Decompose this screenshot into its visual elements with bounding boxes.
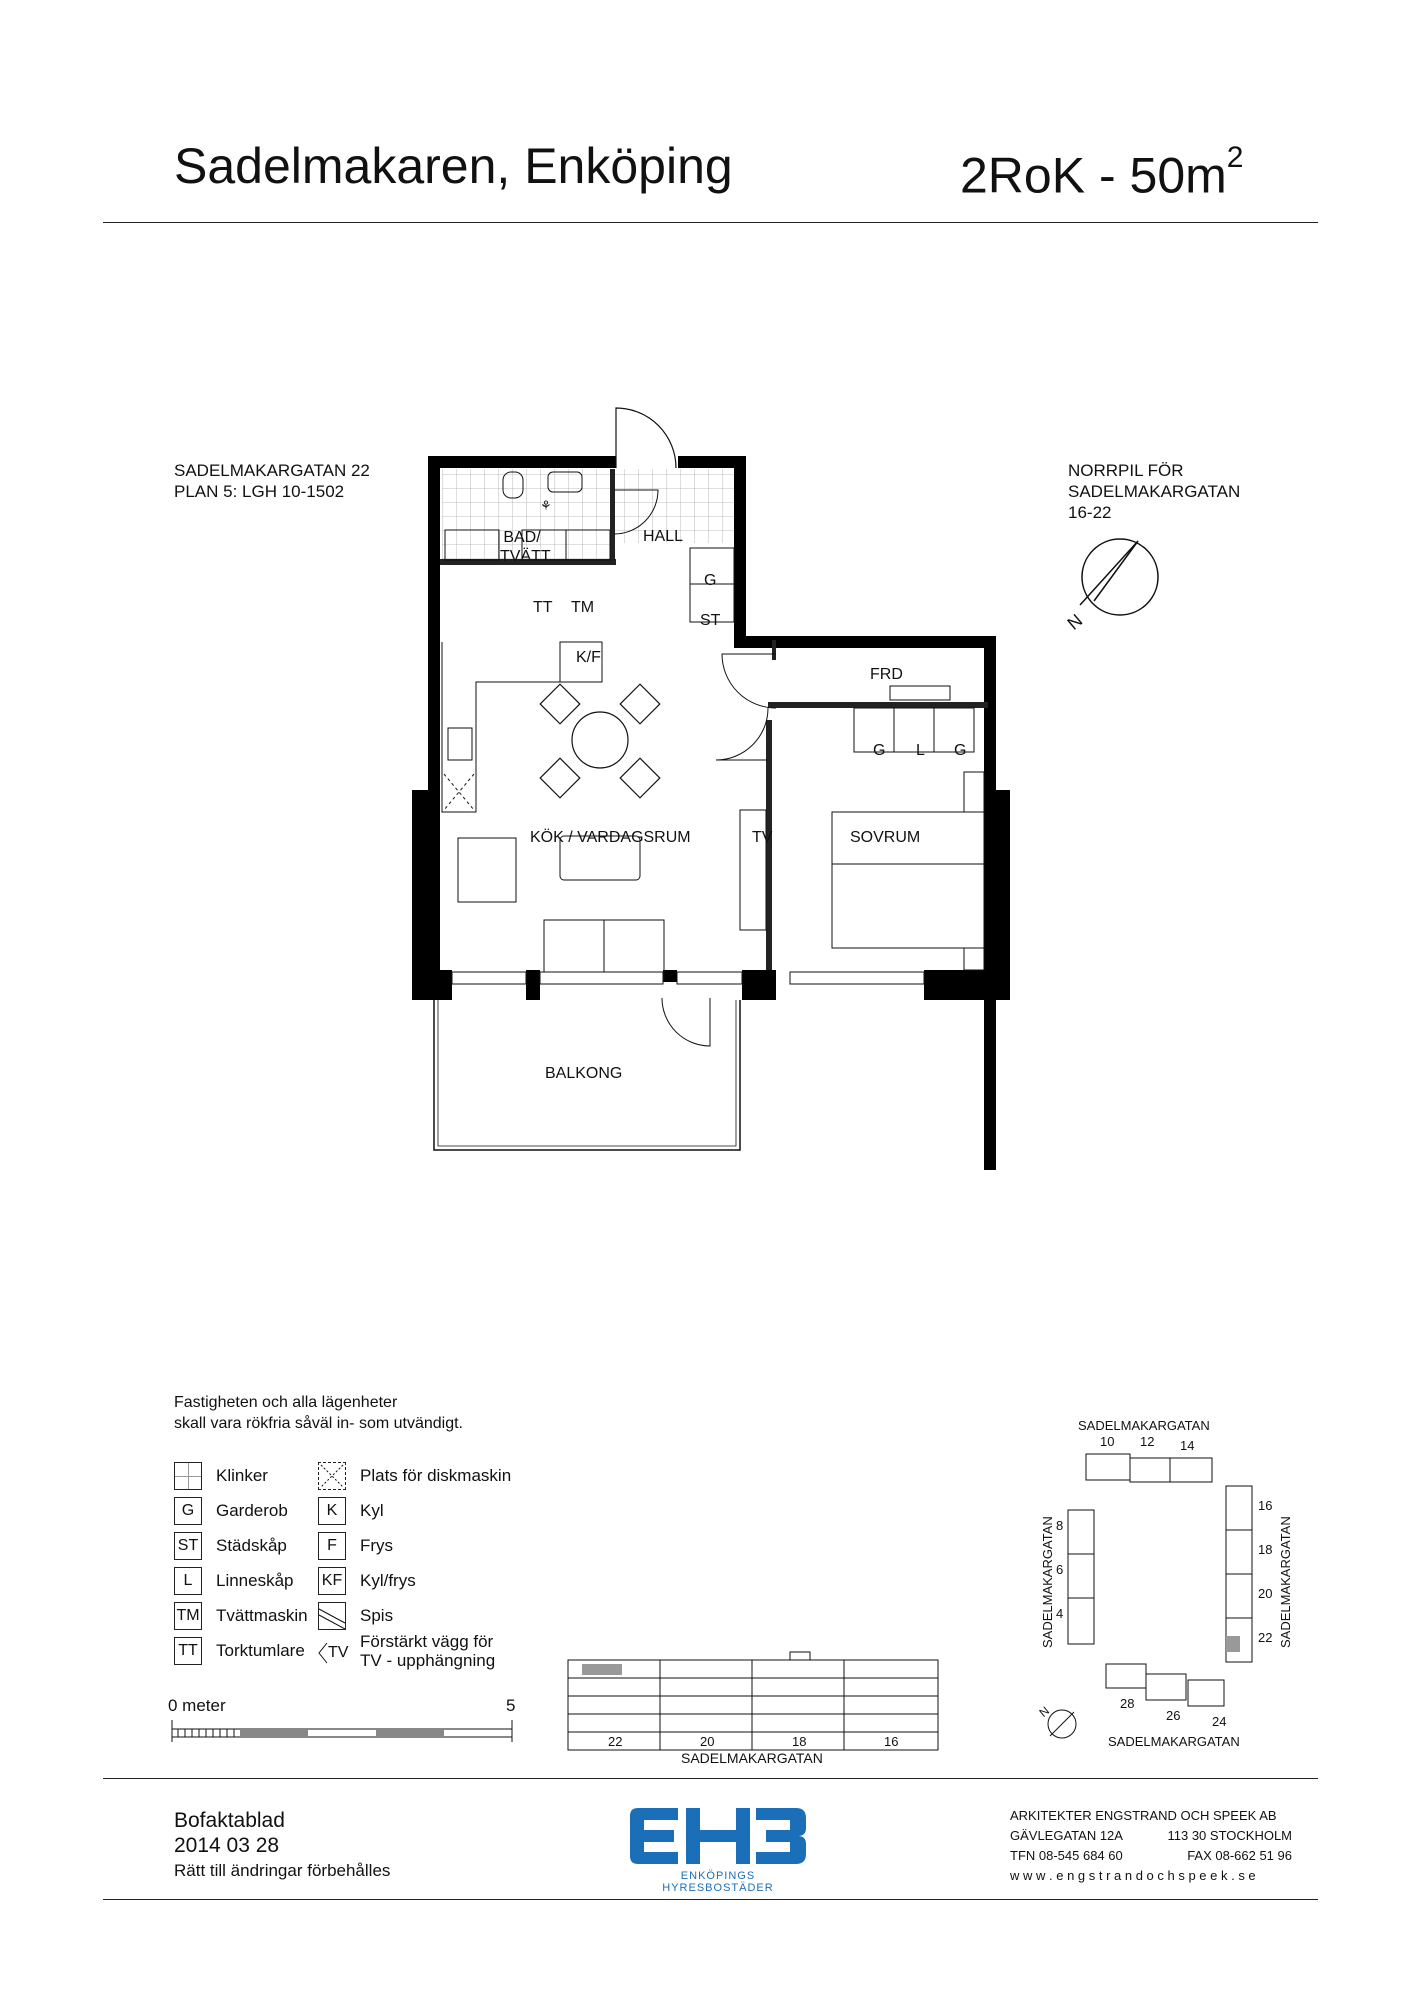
cabinet-label-l: L [916,742,925,759]
storage-door[interactable] [722,654,776,708]
siteplan-number: 4 [1056,1606,1064,1621]
kitchen-counter [442,642,602,812]
north-caption-line2: SADELMAKARGATAN [1068,482,1241,501]
legend-code: TM [174,1602,202,1630]
building-elevation [560,1640,950,1760]
tile-icon [174,1462,202,1490]
armchair [458,838,516,902]
siteplan-street-bottom: SADELMAKARGATAN [1108,1734,1240,1748]
legend-label: Plats för diskmaskin [360,1466,512,1485]
legend-item-dishwasher [318,1462,511,1490]
size-text: 2RoK - 50m [960,147,1227,204]
siteplan-number: 8 [1056,1518,1064,1533]
legend-code: K [318,1497,346,1525]
architect-address-row [1010,1826,1292,1846]
siteplan-number: 6 [1056,1562,1064,1577]
legend-code: ST [174,1532,202,1560]
siteplan-number: 20 [1258,1586,1273,1601]
siteplan-street-top: SADELMAKARGATAN [1078,1418,1210,1433]
north-arrow-caption [1068,460,1240,523]
legend-label: Spis [360,1606,394,1625]
dining-table [540,684,660,798]
legend-label: Klinker [216,1466,268,1485]
legend-code: G [174,1497,202,1525]
bedroom-door[interactable] [716,708,768,760]
tv-wall-icon [318,1642,352,1664]
elevation-number: 22 [608,1734,623,1749]
footer-rule-top [103,1778,1318,1779]
floor-plan [400,390,1020,1170]
appliance-label-kf: K/F [576,649,601,666]
elevation-street: SADELMAKARGATAN [681,1750,823,1766]
siteplan-number: 16 [1258,1498,1273,1513]
scale-start: 0 meter [168,1696,226,1715]
tv-wall-text [360,1632,495,1670]
address-block [174,460,370,502]
legend-label-2: TV - upphängning [360,1651,496,1670]
legend-label: Tvättmaskin [216,1606,308,1625]
architect-website[interactable]: w w w . e n g s t r a n d o c h s p e e k . s e [1010,1868,1256,1883]
smoke-free-notice [174,1392,463,1434]
legend-item-linen [174,1567,294,1595]
apartment-marker [582,1664,622,1675]
cabinet-label-st: ST [700,612,721,629]
legend-label: Förstärkt vägg för [360,1632,494,1651]
appliance-label-tt: TT [533,599,553,616]
north-caption-line1: NORRPIL FÖR [1068,461,1184,480]
scale-end: 5 [506,1696,516,1715]
north-arrow-icon [1060,535,1170,635]
legend-item-wardrobe [174,1497,288,1525]
siteplan-number: 28 [1120,1696,1135,1711]
legend-code: F [318,1532,346,1560]
cabinet-label-g2: G [954,742,967,759]
legend-label: Garderob [216,1501,288,1520]
room-label-bedroom: SOVRUM [850,829,921,846]
legend-item-cleaning [174,1532,287,1560]
architect-name: ARKITEKTER ENGSTRAND OCH SPEEK AB [1010,1808,1277,1823]
legend-item-stove [318,1602,393,1630]
balcony-door[interactable] [662,998,710,1046]
stove-icon [318,1602,346,1630]
siteplan-street-left: SADELMAKARGATAN [1040,1516,1055,1648]
address-plan: PLAN 5: LGH 10-1502 [174,482,345,501]
windows [452,972,924,984]
storage-shelf [890,686,950,700]
legend-item-freezer [318,1532,393,1560]
siteplan-number: 18 [1258,1542,1273,1557]
notice-line1: Fastigheten och alla lägenheter [174,1394,398,1411]
legend-item-fridge-freezer [318,1567,416,1595]
header-rule [103,222,1318,223]
architect-phone: TFN 08-545 684 60 [1010,1848,1123,1863]
footer-doc-info [174,1808,390,1883]
bedside-table-2 [964,948,984,970]
north-letter: N [1063,610,1087,634]
architect-phone-row [1010,1846,1292,1866]
label-bath-1: BAD/ [503,529,541,546]
appliance-label-tm: TM [571,599,595,616]
legend-item-dryer [174,1637,305,1665]
siteplan-number: 10 [1100,1434,1115,1449]
legend-label: Frys [360,1536,394,1555]
legend-code: KF [318,1567,346,1595]
siteplan-number: 24 [1212,1714,1227,1729]
siteplan-north-letter: N [1036,1703,1053,1720]
room-label-kitchen: KÖK / VARDAGSRUM [530,829,691,846]
cabinet-label-g: G [704,572,717,589]
label-bath-2: TVÄTT [500,548,551,565]
site-plan [1020,1418,1300,1748]
siteplan-buildings [1068,1454,1252,1706]
legend-label: Torktumlare [216,1641,305,1660]
legend-label: Städskåp [216,1536,287,1555]
elevation-number: 16 [884,1734,899,1749]
apartment-size [960,136,1243,206]
scale-bar [170,1716,520,1746]
elevation-number: 18 [792,1734,807,1749]
footer-rights: Rätt till ändringar förbehålles [174,1861,391,1880]
size-superscript: 2 [1226,141,1244,174]
room-label-frd: FRD [870,666,903,683]
entry-door[interactable] [616,408,676,468]
siteplan-number: 26 [1166,1708,1181,1723]
north-caption-line3: 16-22 [1068,503,1112,522]
footer-date: 2014 03 28 [174,1834,280,1857]
siteplan-number: 22 [1258,1630,1273,1645]
legend-item-tiles [174,1462,268,1490]
footer-rule-bottom [103,1899,1318,1900]
architect-fax: FAX 08-662 51 96 [1187,1848,1292,1863]
address-street: SADELMAKARGATAN 22 [174,461,370,480]
legend-item-fridge [318,1497,384,1525]
legend-item-washer [174,1602,308,1630]
page-title: Sadelmakaren, Enköping [174,138,733,194]
legend-label: Kyl/frys [360,1571,416,1590]
room-label-bath [500,528,551,566]
siteplan-street-right: SADELMAKARGATAN [1278,1516,1293,1648]
footer-doc-type: Bofaktablad [174,1809,285,1832]
dishwasher-icon [318,1462,346,1490]
legend-label: Kyl [360,1501,384,1520]
siteplan-number: 14 [1180,1438,1195,1453]
legend-item-tv-wall [318,1632,495,1670]
ehb-logo-icon [628,1806,808,1866]
legend-code: L [174,1567,202,1595]
legend-code: TT [174,1637,202,1665]
elevation-number: 20 [700,1734,715,1749]
cabinet-label-g1: G [873,742,886,759]
siteplan-marker [1226,1636,1240,1652]
shower-icon: ⚘ [540,498,552,513]
logo-subtitle: ENKÖPINGS HYRESBOSTÄDER [662,1870,774,1894]
room-label-hall: HALL [643,528,684,545]
bedside-table [964,772,984,812]
legend-code: TV [328,1644,349,1661]
legend-label: Linneskåp [216,1571,294,1590]
tv-label: TV [752,829,773,846]
architect-street: GÄVLEGATAN 12A [1010,1828,1123,1843]
architect-city: 113 30 STOCKHOLM [1167,1828,1292,1843]
room-label-balcony: BALKONG [545,1065,623,1082]
siteplan-number: 12 [1140,1434,1155,1449]
notice-line2: skall vara rökfria såväl in- som utvändigt. [174,1415,463,1432]
architect-info [1010,1806,1292,1886]
